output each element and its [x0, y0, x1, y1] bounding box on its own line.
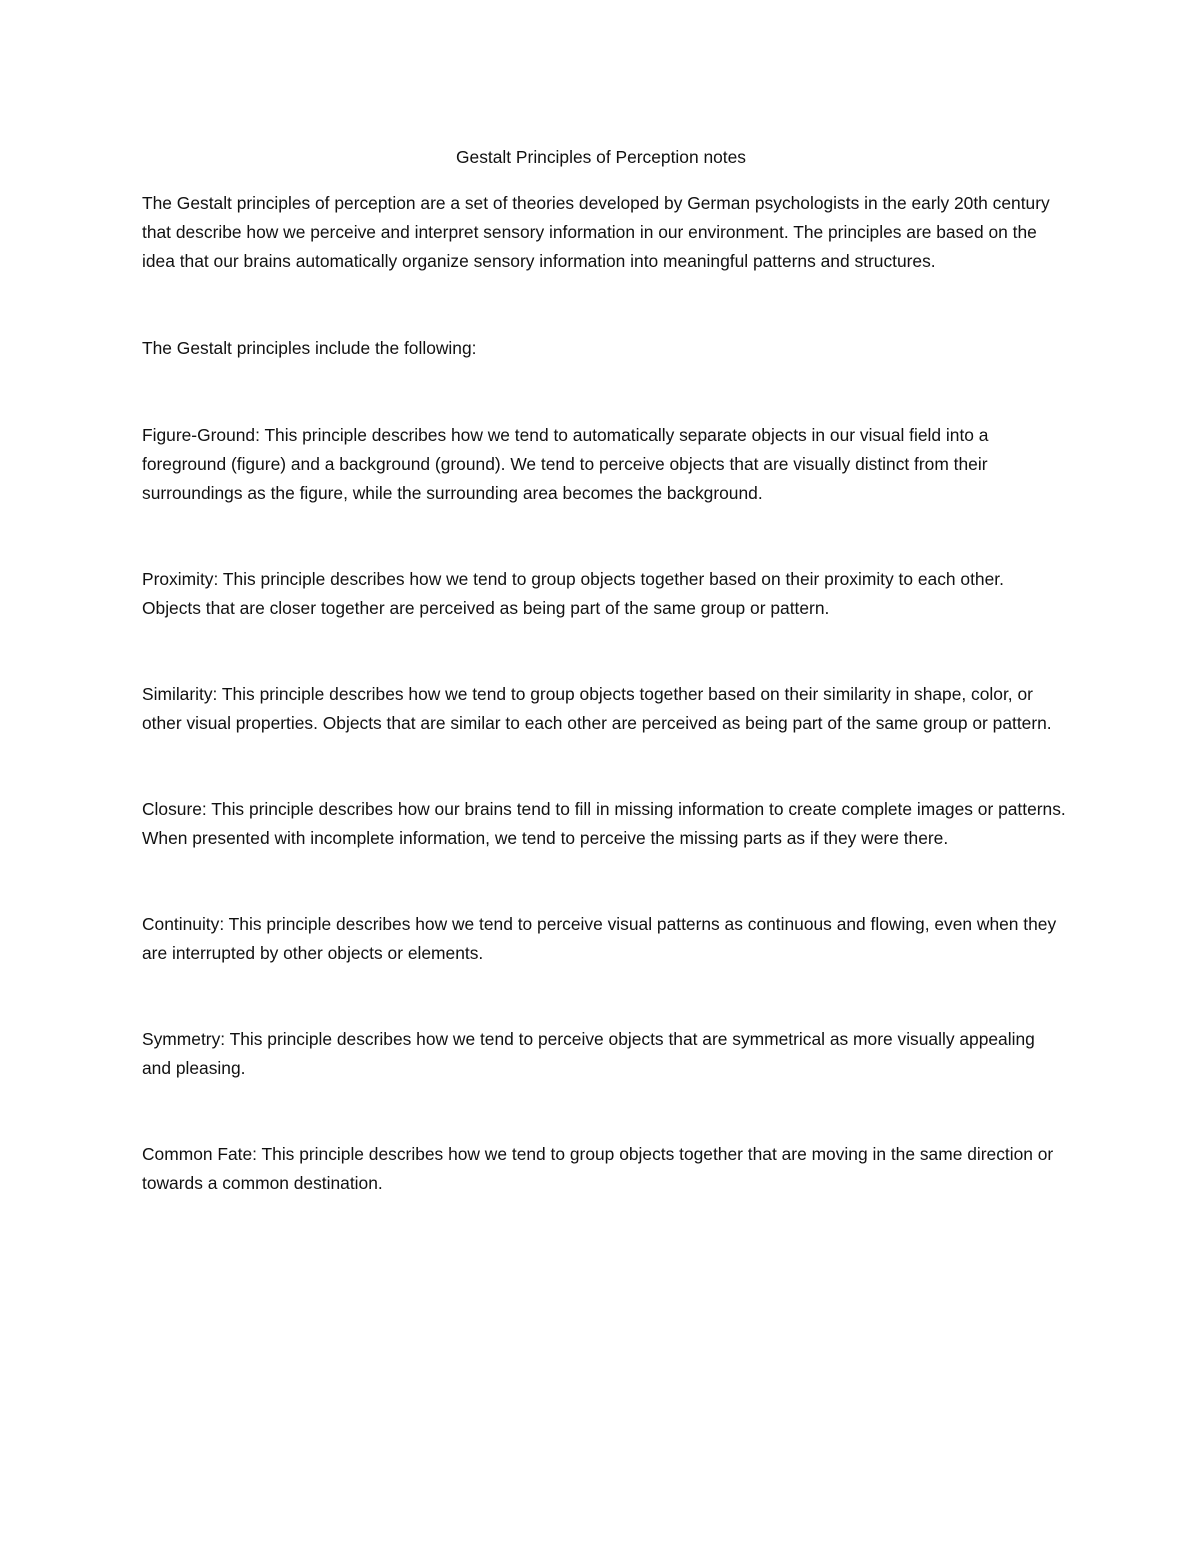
principle-closure: Closure: This principle describes how our brains tend to fill in missing information to create complete images or patterns. When presented with incomplete information, we tend to perceive the missing parts as if they were there.: [142, 799, 1066, 848]
principle-figure-ground: Figure-Ground: This principle describes how we tend to automatically separate objects in our visual field into a foreground (figure) and a background (ground). We tend to perceive objects that are visually distinct from their surroundings as the figure, while the surrounding area becomes the background.: [142, 425, 989, 503]
principle-common-fate: Common Fate: This principle describes how we tend to group objects together that are moving in the same direction or towards a common destination.: [142, 1144, 1054, 1193]
principle-symmetry: Symmetry: This principle describes how we tend to perceive objects that are symmetrical as more visually appealing and pleasing.: [142, 1029, 1035, 1078]
intro-paragraph: The Gestalt principles of perception are a set of theories developed by German psychologists in the early 20th century that describe how we perceive and interpret sensory information in our environment. The principles are based on the idea that our brains automatically organize sensory information into meaningful patterns and structures.: [142, 193, 1050, 271]
document-title: Gestalt Principles of Perception notes: [456, 147, 746, 167]
principle-proximity: Proximity: This principle describes how we tend to group objects together based on their proximity to each other. Objects that are closer together are perceived as being part of the same group or pattern.: [142, 569, 1004, 618]
principle-similarity: Similarity: This principle describes how we tend to group objects together based on their similarity in shape, color, or other visual properties. Objects that are similar to each other are perceived as being part of the same group or pattern.: [142, 684, 1052, 733]
principle-continuity: Continuity: This principle describes how we tend to perceive visual patterns as continuous and flowing, even when they are interrupted by other objects or elements.: [142, 914, 1057, 963]
document-body: [142, 143, 1066, 1198]
list-intro-paragraph: The Gestalt principles include the following:: [142, 338, 477, 358]
